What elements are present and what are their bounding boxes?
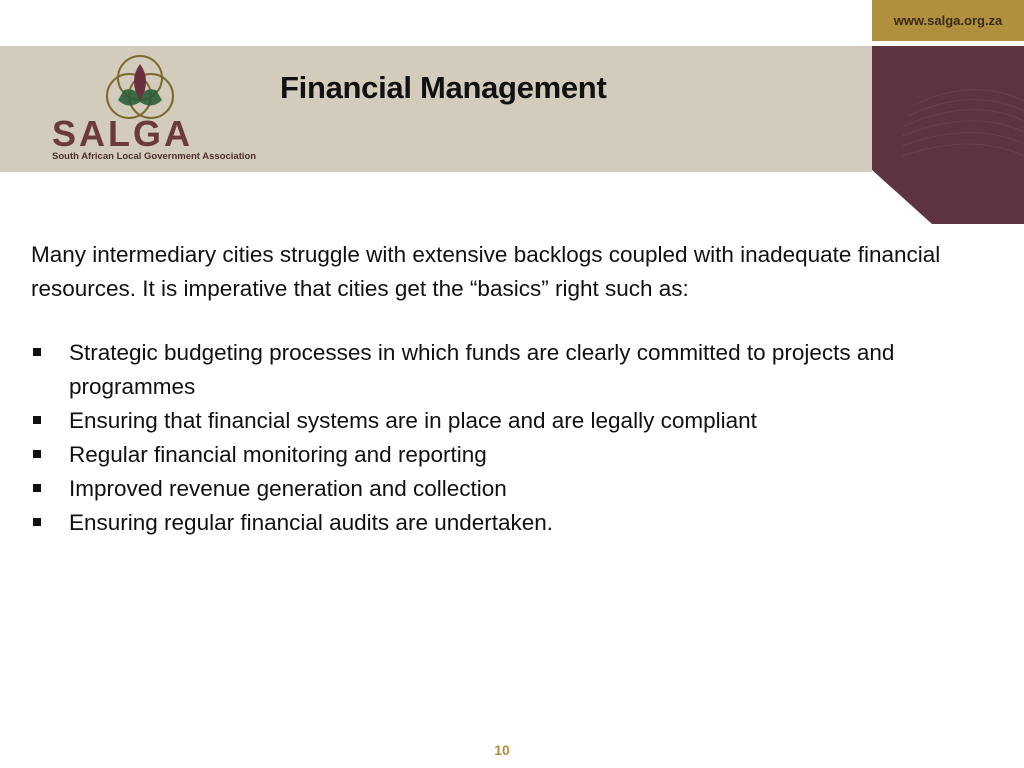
square-bullet-icon	[33, 484, 41, 492]
list-item	[31, 506, 1001, 540]
bullet-list	[31, 336, 1001, 540]
website-url-tab	[872, 0, 1024, 41]
salga-logo	[48, 52, 260, 164]
list-item-text: Ensuring that financial systems are in place and are legally compliant	[69, 408, 757, 433]
square-bullet-icon	[33, 518, 41, 526]
logo-rings-icon	[107, 56, 173, 118]
website-url: www.salga.org.za	[893, 13, 1003, 28]
square-bullet-icon	[33, 348, 41, 356]
list-item-text: Regular financial monitoring and reporting	[69, 442, 487, 467]
corner-decoration	[872, 46, 1024, 224]
list-item-text: Strategic budgeting processes in which funds are clearly committed to projects and programmes	[69, 340, 895, 399]
list-item	[31, 438, 1001, 472]
list-item-text: Ensuring regular financial audits are undertaken.	[69, 510, 554, 535]
list-item	[31, 404, 1001, 438]
square-bullet-icon	[33, 416, 41, 424]
list-item	[31, 336, 1001, 404]
logo-wordmark: SALGA	[52, 113, 193, 154]
list-item	[31, 472, 1001, 506]
slide-body	[31, 238, 1001, 540]
slide-title: Financial Management	[280, 70, 607, 105]
square-bullet-icon	[33, 450, 41, 458]
intro-paragraph: Many intermediary cities struggle with extensive backlogs coupled with inadequate financial resources. It is imperative that cities get the “basics” right such as:	[31, 242, 941, 301]
page-number: 10	[494, 742, 510, 758]
list-item-text: Improved revenue generation and collection	[69, 476, 507, 501]
logo-tagline: South African Local Government Association	[52, 151, 257, 162]
